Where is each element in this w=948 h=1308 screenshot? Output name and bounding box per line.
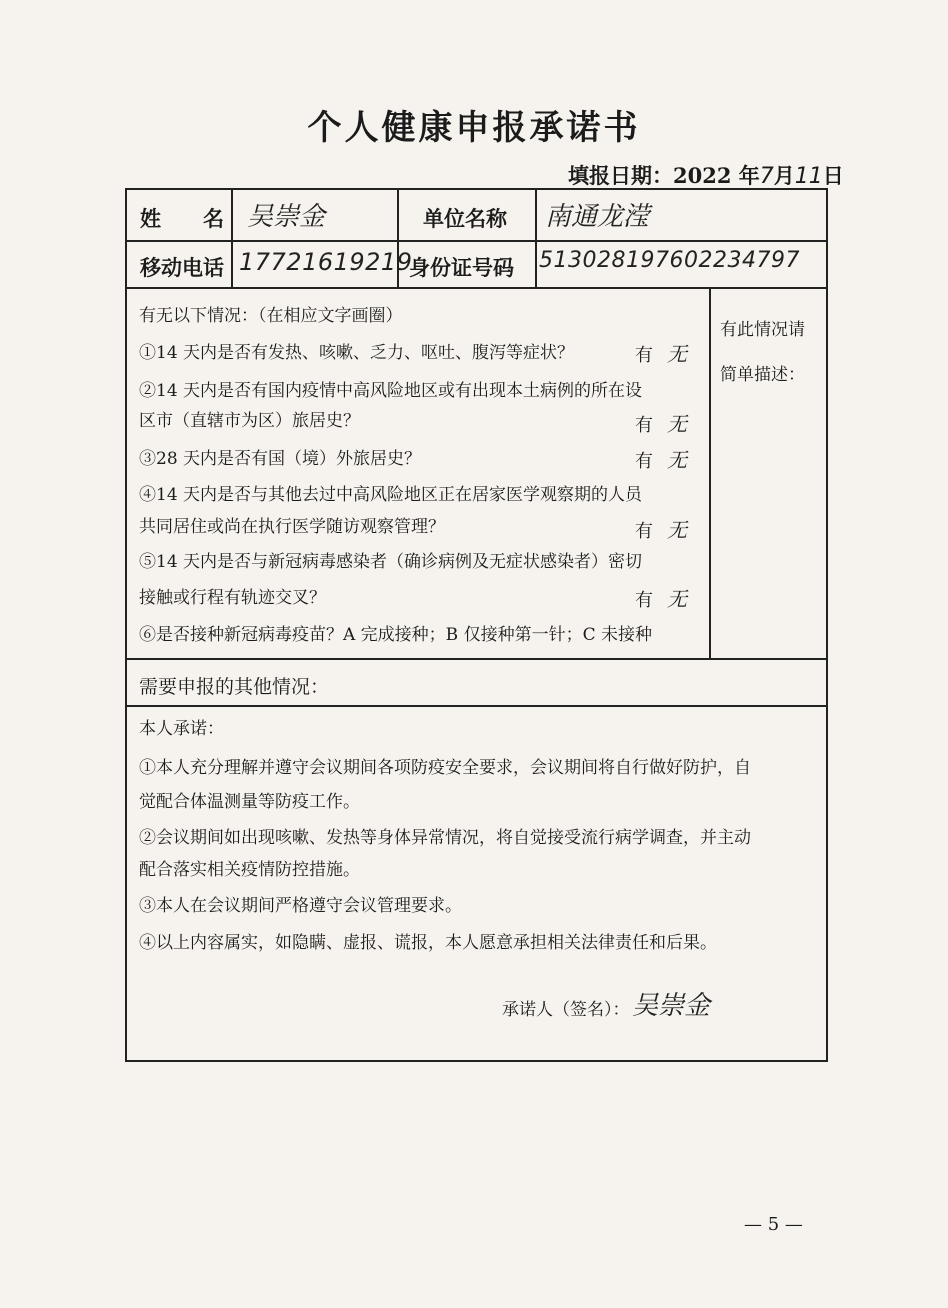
answer-yes: 有 xyxy=(635,590,653,611)
signer-label: 承诺人（签名）： xyxy=(502,1000,630,1020)
fill-date xyxy=(568,160,844,190)
date-day[interactable]: 11 xyxy=(794,164,823,189)
row-divider xyxy=(127,287,826,289)
answer-4[interactable] xyxy=(635,514,687,543)
describe-label-2: 简单描述： xyxy=(720,365,805,385)
promise-line: 觉配合体温测量等防疫工作。 xyxy=(139,792,360,812)
promise-line: ③本人在会议期间严格遵守会议管理要求。 xyxy=(139,896,462,916)
answer-no-circled: 无 xyxy=(667,448,687,472)
answer-no-circled: 无 xyxy=(667,412,687,436)
answer-no-circled: 无 xyxy=(667,342,687,366)
answer-yes: 有 xyxy=(635,451,653,472)
answer-yes: 有 xyxy=(635,521,653,542)
id-field[interactable]: 513028197602234797 xyxy=(539,248,800,273)
promise-line: 配合落实相关疫情防控措施。 xyxy=(139,860,360,880)
date-month[interactable]: 7 xyxy=(759,164,774,189)
row-divider xyxy=(127,658,826,660)
date-label: 填报日期：2022 年 xyxy=(568,163,760,188)
answer-no-circled: 无 xyxy=(667,587,687,611)
question-2: ②14 天内是否有国内疫情中高风险地区或有出现本土病例的所在设 xyxy=(139,381,643,401)
name-label: 姓 名 xyxy=(140,206,224,231)
answer-yes: 有 xyxy=(635,345,653,366)
question-4-cont: 共同居住或尚在执行医学随访观察管理？ xyxy=(139,517,445,537)
date-day-unit: 日 xyxy=(822,163,844,188)
other-situations-label: 需要申报的其他情况： xyxy=(139,676,330,698)
signature-field[interactable]: 吴崇金 xyxy=(632,991,711,1021)
phone-label: 移动电话 xyxy=(140,255,224,280)
col-divider xyxy=(535,190,537,287)
question-5-cont: 接触或行程有轨迹交叉？ xyxy=(139,588,326,608)
col-divider xyxy=(709,287,711,658)
promise-line: ①本人充分理解并遵守会议期间各项防疫安全要求，会议期间将自行做好防护，自 xyxy=(139,758,751,778)
answer-no-circled: 无 xyxy=(667,518,687,542)
answer-yes: 有 xyxy=(635,415,653,436)
question-1: ①14 天内是否有发热、咳嗽、乏力、呕吐、腹泻等症状？ xyxy=(139,343,575,363)
situations-header xyxy=(139,301,403,326)
question-5: ⑤14 天内是否与新冠病毒感染者（确诊病例及无症状感染者）密切 xyxy=(139,552,643,572)
row-divider xyxy=(127,705,826,707)
promise-line: ②会议期间如出现咳嗽、发热等身体异常情况，将自觉接受流行病学调查，并主动 xyxy=(139,828,751,848)
promise-line: ④以上内容属实，如隐瞒、虚报、谎报，本人愿意承担相关法律责任和后果。 xyxy=(139,933,717,953)
answer-3[interactable] xyxy=(635,444,687,473)
answer-2[interactable] xyxy=(635,408,687,437)
answer-1[interactable] xyxy=(635,338,687,367)
question-2-cont: 区市（直辖市为区）旅居史？ xyxy=(139,411,360,431)
promise-header: 本人承诺： xyxy=(139,719,224,739)
situations-label: 有无以下情况： xyxy=(139,306,258,326)
question-6-vaccine: ⑥是否接种新冠病毒疫苗？A 完成接种；B 仅接种第一针；C 未接种 xyxy=(139,625,652,645)
declaration-form xyxy=(125,188,828,1062)
unit-label: 单位名称 xyxy=(423,206,507,231)
question-3: ③28 天内是否有国（境）外旅居史？ xyxy=(139,449,422,469)
page-number: — 5 — xyxy=(744,1214,803,1235)
answer-5[interactable] xyxy=(635,583,687,612)
document-title: 个人健康申报承诺书 xyxy=(307,108,641,148)
col-divider xyxy=(231,190,233,287)
name-field[interactable]: 吴崇金 xyxy=(247,202,326,232)
unit-field[interactable]: 南通龙滢 xyxy=(545,202,650,232)
date-month-unit: 月 xyxy=(773,163,795,188)
question-4: ④14 天内是否与其他去过中高风险地区正在居家医学观察期的人员 xyxy=(139,485,643,505)
describe-label-1: 有此情况请 xyxy=(720,320,805,340)
id-label: 身份证号码 xyxy=(409,255,514,280)
situations-instruction: （在相应文字画圈） xyxy=(258,306,403,326)
phone-field[interactable]: 17721619219 xyxy=(239,248,413,276)
